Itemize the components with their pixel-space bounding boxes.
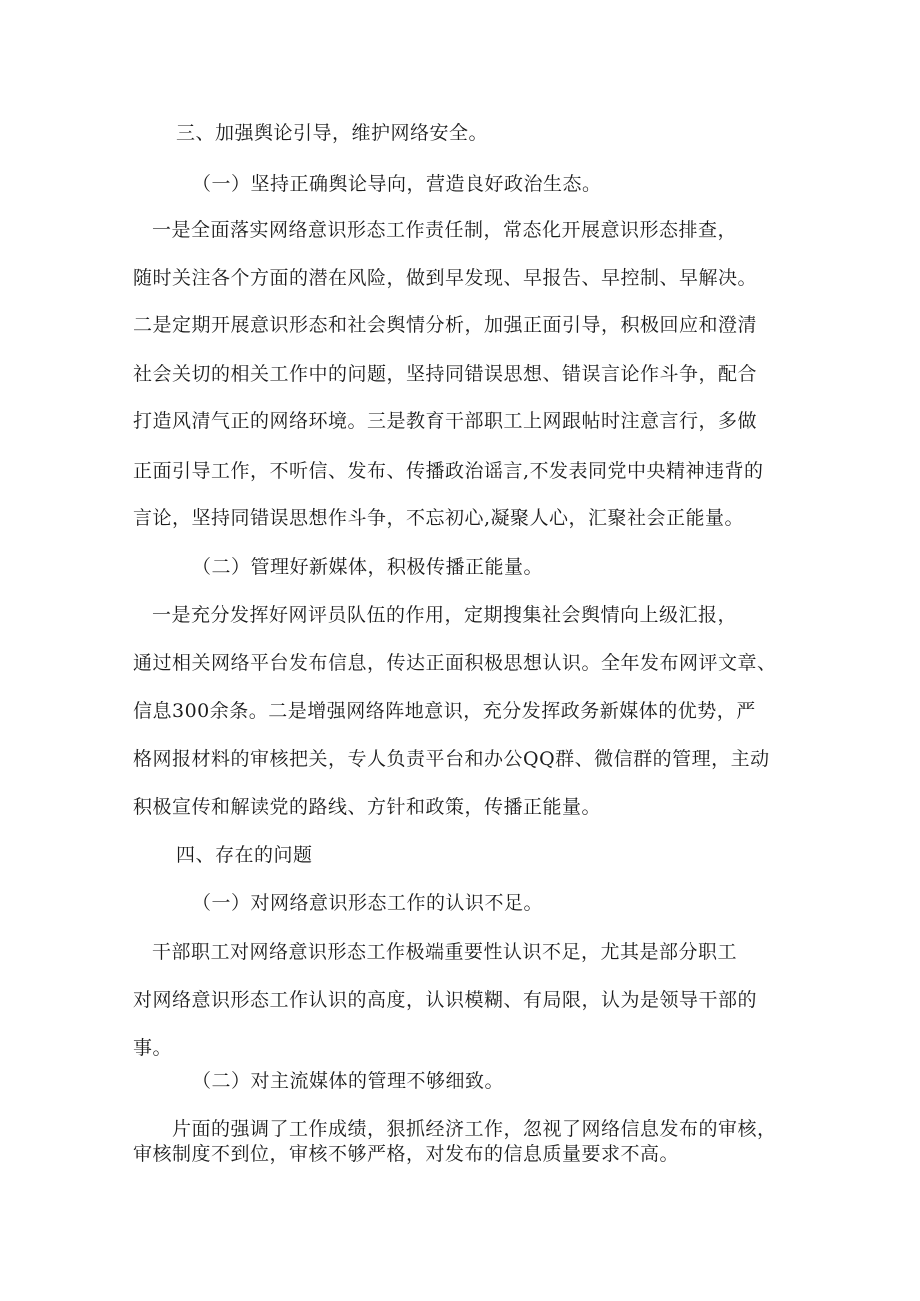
paragraph-line: 一是充分发挥好网评员队伍的作用，定期搜集社会舆情向上级汇报， <box>152 604 738 626</box>
paragraph-line: 片面的强调了工作成绩，狠抓经济工作，忽视了网络信息发布的审核， <box>172 1118 777 1140</box>
subsection-heading-4-2: （二）对主流媒体的管理不够细致。 <box>192 1070 505 1092</box>
paragraph-line: 言论，坚持同错误思想作斗争，不忘初心,凝聚人心，汇聚社会正能量。 <box>133 507 745 529</box>
subsection-heading-3-1: （一）坚持正确舆论导向，营造良好政治生态。 <box>192 173 602 195</box>
paragraph-line: 正面引导工作，不听信、发布、传播政治谣言,不发表同党中央精神违背的 <box>133 460 764 482</box>
paragraph-line: 一是全面落实网络意识形态工作责任制，常态化开展意识形态排查， <box>152 219 738 241</box>
paragraph-line: 打造风清气正的网络环境。三是教育干部职工上网跟帖时注意言行，多做 <box>133 410 758 432</box>
paragraph-line: 随时关注各个方面的潜在风险，做到早发现、早报告、早控制、早解决。 <box>133 267 758 289</box>
paragraph-line: 二是定期开展意识形态和社会舆情分析，加强正面引导，积极回应和澄清 <box>133 314 758 336</box>
paragraph-line: 对网络意识形态工作认识的高度，认识模糊、有局限，认为是领导干部的 <box>133 989 758 1011</box>
section-heading-3: 三、加强舆论引导，维护网络安全。 <box>176 122 489 144</box>
paragraph-line: 事。 <box>133 1037 173 1059</box>
paragraph-line: 社会关切的相关工作中的问题，坚持同错误思想、错误言论作斗争，配合 <box>133 363 758 385</box>
subsection-heading-4-1: （一）对网络意识形态工作的认识不足。 <box>192 892 544 914</box>
subsection-heading-3-2: （二）管理好新媒体，积极传播正能量。 <box>192 556 544 578</box>
paragraph-line: 干部职工对网络意识形态工作极端重要性认识不足，尤其是部分职工 <box>152 941 738 963</box>
section-heading-4: 四、存在的问题 <box>176 844 313 866</box>
paragraph-line: 格网报材料的审核把关，专人负责平台和办公QQ群、微信群的管理，主动 <box>133 748 770 770</box>
paragraph-line: 通过相关网络平台发布信息，传达正面积极思想认识。全年发布网评文章、 <box>133 652 777 674</box>
paragraph-line: 信息300余条。二是增强网络阵地意识，充分发挥政务新媒体的优势，严 <box>133 700 756 722</box>
paragraph-line: 审核制度不到位，审核不够严格，对发布的信息质量要求不高。 <box>133 1143 680 1165</box>
paragraph-line: 积极宣传和解读党的路线、方针和政策，传播正能量。 <box>133 796 602 818</box>
